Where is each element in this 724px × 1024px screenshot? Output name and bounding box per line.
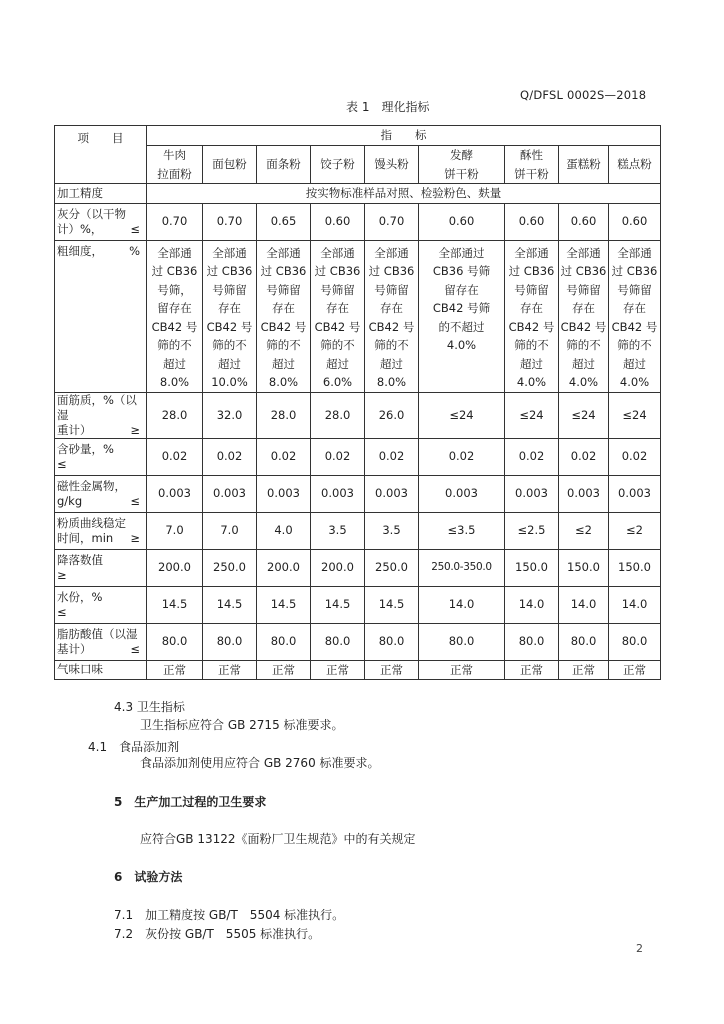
fineness-line: CB36 号筛 [432, 264, 491, 278]
value-cell: 28.0 [311, 392, 365, 438]
fineness-line: 过 CB36 [560, 264, 607, 278]
value-cell: ≤2 [609, 512, 661, 549]
row-moisture [55, 586, 661, 623]
value-cell: 200.0 [257, 549, 311, 586]
row-label-line: 含砂量，% [57, 441, 114, 456]
fineness-line: 号筛留 [320, 282, 355, 297]
fineness-line: 4.0% [568, 375, 599, 389]
fineness-line: 超过 [520, 356, 543, 371]
row-label [55, 623, 147, 660]
row-fatty-acid [55, 623, 661, 660]
col-header [559, 146, 609, 184]
value-cell: 28.0 [257, 392, 311, 438]
fineness-line: 过 CB36 [314, 264, 361, 278]
row-label-part: 计）%， [57, 221, 103, 236]
value-cell: 0.003 [365, 475, 419, 512]
head-item: 项 目 [77, 131, 124, 145]
value-cell: 0.02 [419, 438, 505, 475]
fineness-line: 全部通 [374, 245, 409, 260]
col-header [419, 146, 505, 184]
col-header-line: 牛肉 [163, 148, 186, 162]
value-cell: 0.60 [419, 203, 505, 240]
fineness-line: 号筛留 [212, 282, 247, 297]
head-item-cell [55, 126, 147, 184]
table-title: 表 1 理化指标 [346, 100, 430, 114]
fineness-line: 全部通 [266, 245, 301, 260]
fineness-line: 过 CB36 [206, 264, 253, 278]
value-cell: 0.003 [257, 475, 311, 512]
row-label [55, 475, 147, 512]
row-label-part: 粗细度， [57, 243, 103, 258]
fineness-line: 超过 [380, 356, 403, 371]
fineness-line: 号筛留 [374, 282, 409, 297]
value-cell: 250.0 [365, 549, 419, 586]
fineness-cell [559, 240, 609, 392]
row-farinograph [55, 512, 661, 549]
row-odor [55, 660, 661, 680]
fineness-line: 筛的不 [617, 338, 652, 352]
row-label [55, 586, 147, 623]
row-label-part: g/kg [57, 493, 83, 508]
spec-table [54, 125, 661, 680]
row-label-line [57, 642, 146, 657]
fineness-line: 存在 [326, 301, 349, 315]
value-cell: 0.70 [365, 203, 419, 240]
fineness-line: 存在 [623, 301, 647, 315]
fineness-line: 筛的不 [266, 338, 301, 352]
fineness-line: 号筛， [157, 282, 192, 297]
value-cell: 80.0 [505, 623, 559, 660]
row-fineness [55, 240, 661, 392]
row-label-line: ≤ [57, 604, 67, 619]
value-cell: 80.0 [559, 623, 609, 660]
row-label-symbol: ≤ [130, 221, 140, 236]
section-7-1-text: 7.1 加工精度按 GB/T 5504 标准执行。 [114, 908, 345, 922]
value-cell: 0.60 [505, 203, 559, 240]
fineness-line: 过 CB36 [368, 264, 415, 278]
value-cell: 0.02 [505, 438, 559, 475]
value-cell: 0.02 [609, 438, 661, 475]
row-label-symbol: ≤ [130, 641, 140, 656]
fineness-line: 超过 [572, 356, 595, 371]
value-cell: 0.02 [311, 438, 365, 475]
table-head-row [55, 126, 661, 146]
value-cell: 正常 [365, 660, 419, 680]
value-cell: 0.003 [559, 475, 609, 512]
col-header-line: 发酵 [450, 148, 473, 162]
fineness-line: 存在 [520, 301, 543, 315]
value-cell: 80.0 [365, 623, 419, 660]
fineness-line: 4.0% [619, 375, 650, 389]
value-cell: 0.003 [419, 475, 505, 512]
fineness-line: 筛的不 [374, 338, 409, 352]
head-index: 指 标 [380, 128, 427, 143]
head-index-cell [147, 126, 661, 146]
value-cell: 正常 [147, 660, 203, 680]
value-cell: 14.5 [203, 586, 257, 623]
row-label-line: 降落数值 [57, 552, 103, 567]
value-cell: 14.0 [559, 586, 609, 623]
value-cell: 80.0 [203, 623, 257, 660]
fineness-line: 全部通过 [438, 245, 485, 260]
value-cell: 14.0 [609, 586, 661, 623]
value-cell: 0.70 [203, 203, 257, 240]
row-value-merged: 按实物标准样品对照、检验粉色、麸量 [147, 184, 661, 204]
col-header-line: 饼干粉 [514, 166, 549, 181]
value-cell: 7.0 [147, 512, 203, 549]
fineness-line: 全部通 [320, 245, 355, 260]
section-4-3-title: 4.3 卫生指标 [114, 700, 185, 714]
col-header-text: 面包粉 [212, 157, 247, 172]
row-label-line: ≥ [57, 567, 67, 582]
fineness-line: 留存在 [444, 282, 479, 297]
fineness-line: CB42 号 [260, 319, 307, 334]
row-label-line [57, 244, 146, 259]
fineness-line: 超过 [218, 356, 241, 371]
fineness-line: 号筛留 [266, 282, 301, 297]
value-cell: 0.003 [609, 475, 661, 512]
fineness-line: 全部通 [566, 245, 601, 260]
value-cell: ≤2 [559, 512, 609, 549]
row-label: 气味口味 [55, 660, 147, 680]
value-cell: 0.02 [203, 438, 257, 475]
value-cell: 14.0 [505, 586, 559, 623]
value-cell: 7.0 [203, 512, 257, 549]
fineness-line: 8.0% [268, 375, 299, 389]
document-code: Q/DFSL 0002S—2018 [520, 88, 647, 102]
value-cell: ≤24 [559, 392, 609, 438]
value-cell: 0.02 [147, 438, 203, 475]
col-header [257, 146, 311, 184]
fineness-line: 筛的不 [320, 338, 355, 352]
value-cell: 200.0 [311, 549, 365, 586]
value-cell: 0.003 [147, 475, 203, 512]
row-label: 加工精度 [55, 184, 147, 204]
fineness-line: 号筛留 [514, 282, 549, 297]
value-cell: 0.02 [559, 438, 609, 475]
fineness-line: CB42 号 [314, 319, 361, 334]
fineness-cell [419, 240, 505, 392]
fineness-line: CB42 号 [368, 319, 415, 334]
row-label [55, 512, 147, 549]
row-label-symbol: ≥ [130, 422, 140, 437]
fineness-line: 筛的不 [212, 338, 247, 352]
row-label [55, 438, 147, 475]
fineness-line: CB42 号 [151, 319, 198, 334]
row-label-line: ≤ [57, 456, 67, 471]
fineness-line: 10.0% [211, 375, 248, 389]
row-label [55, 549, 147, 586]
value-cell: 正常 [609, 660, 661, 680]
col-header-line: 拉面粉 [157, 166, 192, 181]
section-5-title: 5 生产加工过程的卫生要求 [114, 795, 267, 809]
col-header-text: 饺子粉 [320, 157, 355, 172]
value-cell: 250.0 [203, 549, 257, 586]
row-label-part: 重计） [57, 422, 92, 437]
fineness-line: CB42 号 [206, 319, 253, 334]
fineness-line: 6.0% [322, 375, 353, 389]
fineness-line: CB42 号 [508, 319, 555, 334]
value-cell: 0.02 [257, 438, 311, 475]
value-cell: ≤2.5 [505, 512, 559, 549]
value-cell: 14.5 [147, 586, 203, 623]
row-label-line: 面筋质，%（以湿 [57, 392, 137, 422]
row-label-line: 粉质曲线稳定 [57, 515, 126, 530]
row-label-line [57, 222, 146, 237]
row-label [55, 392, 147, 438]
fineness-line: 8.0% [159, 375, 190, 389]
fineness-line: 的不超过 [438, 319, 485, 334]
value-cell: ≤24 [505, 392, 559, 438]
fineness-line: 过 CB36 [508, 264, 555, 278]
fineness-cell [203, 240, 257, 392]
fineness-line: 号筛留 [617, 282, 652, 297]
row-label-line: 水份，% [57, 589, 103, 604]
fineness-line: 全部通 [212, 245, 247, 260]
row-label-line [57, 423, 146, 438]
value-cell: 正常 [559, 660, 609, 680]
fineness-line: CB42 号 [611, 319, 658, 334]
fineness-line: 4.0% [516, 375, 547, 389]
fineness-line: 存在 [272, 301, 295, 315]
section-6-title: 6 试验方法 [114, 870, 183, 884]
value-cell: 0.60 [609, 203, 661, 240]
col-header-text: 糕点粉 [617, 157, 652, 172]
value-cell: 0.003 [505, 475, 559, 512]
value-cell: 26.0 [365, 392, 419, 438]
fineness-cell [147, 240, 203, 392]
col-header [609, 146, 661, 184]
value-cell: 14.5 [311, 586, 365, 623]
fineness-line: 留存在 [157, 301, 192, 315]
value-cell: 150.0 [559, 549, 609, 586]
value-cell: 14.5 [365, 586, 419, 623]
fineness-line: 号筛留 [566, 282, 601, 297]
value-cell: 28.0 [147, 392, 203, 438]
col-header [505, 146, 559, 184]
row-label-symbol: ≥ [130, 530, 140, 545]
fineness-line: 过 CB36 [611, 264, 658, 278]
value-cell: 0.65 [257, 203, 311, 240]
fineness-line: 过 CB36 [151, 264, 198, 278]
fineness-line: 全部通 [514, 245, 549, 260]
row-label [55, 203, 147, 240]
value-cell: 250.0-350.0 [419, 549, 505, 586]
fineness-line: 全部通 [157, 245, 192, 260]
row-label [55, 240, 147, 392]
value-cell: 14.5 [257, 586, 311, 623]
value-cell: 80.0 [609, 623, 661, 660]
value-cell: 正常 [203, 660, 257, 680]
row-label-line: 灰分（以干物 [57, 206, 126, 221]
col-header [365, 146, 419, 184]
value-cell: 4.0 [257, 512, 311, 549]
fineness-line: 存在 [218, 301, 241, 315]
value-cell: 3.5 [311, 512, 365, 549]
value-cell: ≤24 [609, 392, 661, 438]
row-processing-precision [55, 184, 661, 204]
section-4-1-title: 4.1 食品添加剂 [88, 740, 180, 754]
section-7-2-text: 7.2 灰份按 GB/T 5505 标准执行。 [114, 927, 321, 941]
value-cell: 0.60 [559, 203, 609, 240]
value-cell: 0.003 [203, 475, 257, 512]
col-header-line: 酥性 [520, 148, 543, 162]
value-cell: 正常 [311, 660, 365, 680]
value-cell: ≤3.5 [419, 512, 505, 549]
value-cell: 正常 [505, 660, 559, 680]
col-header [311, 146, 365, 184]
fineness-line: 过 CB36 [260, 264, 307, 278]
value-cell: 0.60 [311, 203, 365, 240]
row-label-line: 磁性金属物， [57, 478, 126, 493]
value-cell: ≤24 [419, 392, 505, 438]
row-magnetic [55, 475, 661, 512]
value-cell: 80.0 [419, 623, 505, 660]
fineness-line: 筛的不 [157, 338, 192, 352]
fineness-line: 4.0% [446, 338, 477, 352]
value-cell: 80.0 [147, 623, 203, 660]
row-label-line [57, 494, 146, 509]
value-cell: 0.02 [365, 438, 419, 475]
fineness-line: 超过 [272, 356, 295, 371]
value-cell: 14.0 [419, 586, 505, 623]
fineness-cell [257, 240, 311, 392]
col-header-line: 饼干粉 [444, 166, 479, 181]
value-cell: 80.0 [257, 623, 311, 660]
row-label-line [57, 531, 146, 546]
row-ash [55, 203, 661, 240]
fineness-line: 筛的不 [566, 338, 601, 352]
value-cell: 32.0 [203, 392, 257, 438]
fineness-line: CB42 号筛 [432, 301, 491, 315]
value-cell: 3.5 [365, 512, 419, 549]
value-cell: 200.0 [147, 549, 203, 586]
fineness-cell [609, 240, 661, 392]
value-cell: 0.70 [147, 203, 203, 240]
fineness-line: 全部通 [617, 245, 652, 260]
value-cell: 正常 [419, 660, 505, 680]
fineness-line: 8.0% [376, 375, 407, 389]
row-label-part: 基计） [57, 641, 92, 656]
value-cell: 150.0 [609, 549, 661, 586]
fineness-line: 超过 [326, 356, 349, 371]
col-header [203, 146, 257, 184]
section-5-text: 应符合GB 13122《面粉厂卫生规范》中的有关规定 [140, 832, 416, 846]
fineness-line: 存在 [380, 301, 403, 315]
row-label-part: 时间，min [57, 530, 114, 545]
col-header-text: 蛋糕粉 [566, 157, 601, 172]
page-number: 2 [636, 942, 643, 955]
fineness-line: CB42 号 [560, 319, 607, 334]
section-4-1-text: 食品添加剂使用应符合 GB 2760 标准要求。 [140, 756, 380, 770]
fineness-cell [505, 240, 559, 392]
fineness-line: 存在 [572, 301, 595, 315]
col-header [147, 146, 203, 184]
value-cell: 0.003 [311, 475, 365, 512]
value-cell: 150.0 [505, 549, 559, 586]
fineness-line: 超过 [163, 356, 186, 371]
value-cell: 80.0 [311, 623, 365, 660]
col-header-text: 馒头粉 [374, 157, 409, 172]
fineness-line: 筛的不 [514, 338, 549, 352]
row-sand [55, 438, 661, 475]
col-header-text: 面条粉 [266, 157, 301, 172]
value-cell: 正常 [257, 660, 311, 680]
row-falling-number [55, 549, 661, 586]
row-gluten [55, 392, 661, 438]
fineness-cell [311, 240, 365, 392]
fineness-cell [365, 240, 419, 392]
row-label-line: 脂肪酸值（以湿 [57, 626, 138, 641]
section-4-3-text: 卫生指标应符合 GB 2715 标准要求。 [140, 718, 344, 732]
row-label-symbol: % [129, 243, 140, 258]
fineness-line: 超过 [623, 356, 647, 371]
row-label-symbol: ≤ [130, 493, 140, 508]
